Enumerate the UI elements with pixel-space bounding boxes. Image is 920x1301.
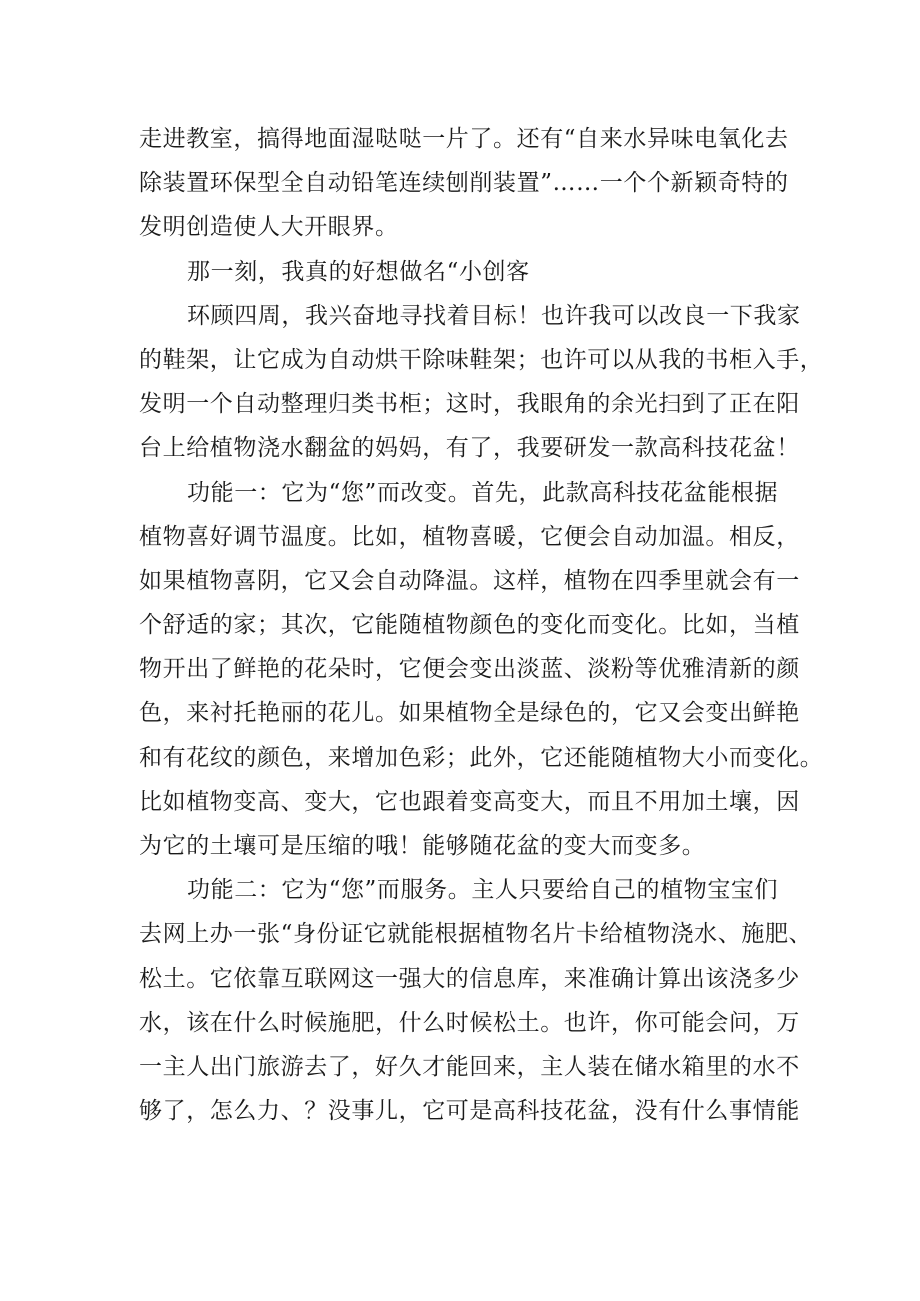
text-line: 够了，怎么力、？没事儿，它可是高科技花盆，没有什么事情能 — [139, 1098, 800, 1125]
text-line: 发明一个自动整理归类书柜；这时，我眼角的余光扫到了正在阳 — [139, 391, 800, 418]
text-line: 走进教室，搞得地面湿哒哒一片了。还有“自来水异味电氧化去 — [139, 126, 789, 152]
text-line: 那一刻，我真的好想做名“小创客 — [187, 258, 530, 285]
text-line: 台上给植物浇水翻盆的妈妈，有了，我要研发一款高科技花盆！ — [139, 435, 800, 462]
text-line: 植物喜好调节温度。比如，植物喜暖，它便会自动加温。相反， — [139, 523, 800, 550]
text-line: 为它的土壤可是压缩的哦！能够随花盆的变大而变多。 — [139, 833, 706, 859]
text-line: 水，该在什么时候施肥，什么时候松土。也许，你可能会问，万 — [139, 1009, 800, 1036]
body-text — [139, 117, 824, 1133]
text-line: 物开出了鲜艳的花朵时，它便会变出淡蓝、淡粉等优雅清新的颜 — [139, 656, 800, 683]
text-line: 松土。它依靠互联网这一强大的信息库，来准确计算出该浇多少 — [139, 965, 800, 992]
text-line: 功能二：它为“您”而服务。主人只要给自己的植物宝宝们 — [187, 877, 779, 904]
text-line: 个舒适的家；其次，它能随植物颜色的变化而变化。比如，当植 — [139, 612, 800, 639]
text-line: 和有花纹的颜色，来增加色彩；此外，它还能随植物大小而变化。 — [139, 744, 824, 771]
text-line: 比如植物变高、变大，它也跟着变高变大，而且不用加土壤，因 — [139, 788, 800, 815]
text-line: 功能一：它为“您”而改变。首先，此款高科技花盆能根据 — [187, 479, 779, 506]
text-line: 色，来衬托艳丽的花儿。如果植物全是绿色的，它又会变出鲜艳 — [139, 700, 800, 727]
text-line: 去网上办一张“身份证它就能根据植物名片卡给植物浇水、施肥、 — [139, 921, 813, 948]
text-line: 如果植物喜阴，它又会自动降温。这样，植物在四季里就会有一 — [139, 567, 800, 594]
text-line: 发明创造使人大开眼界。 — [139, 214, 399, 241]
text-line: 环顾四周，我兴奋地寻找着目标！也许我可以改良一下我家 — [187, 302, 801, 329]
text-line: 除装置环保型全自动铅笔连续刨削装置”……一个个新颖奇特的 — [139, 170, 789, 197]
text-line: 的鞋架，让它成为自动烘干除味鞋架；也许可以从我的书柜入手， — [139, 346, 824, 373]
text-line: 一主人出门旅游去了，好久才能回来，主人装在储水箱里的水不 — [139, 1053, 800, 1080]
